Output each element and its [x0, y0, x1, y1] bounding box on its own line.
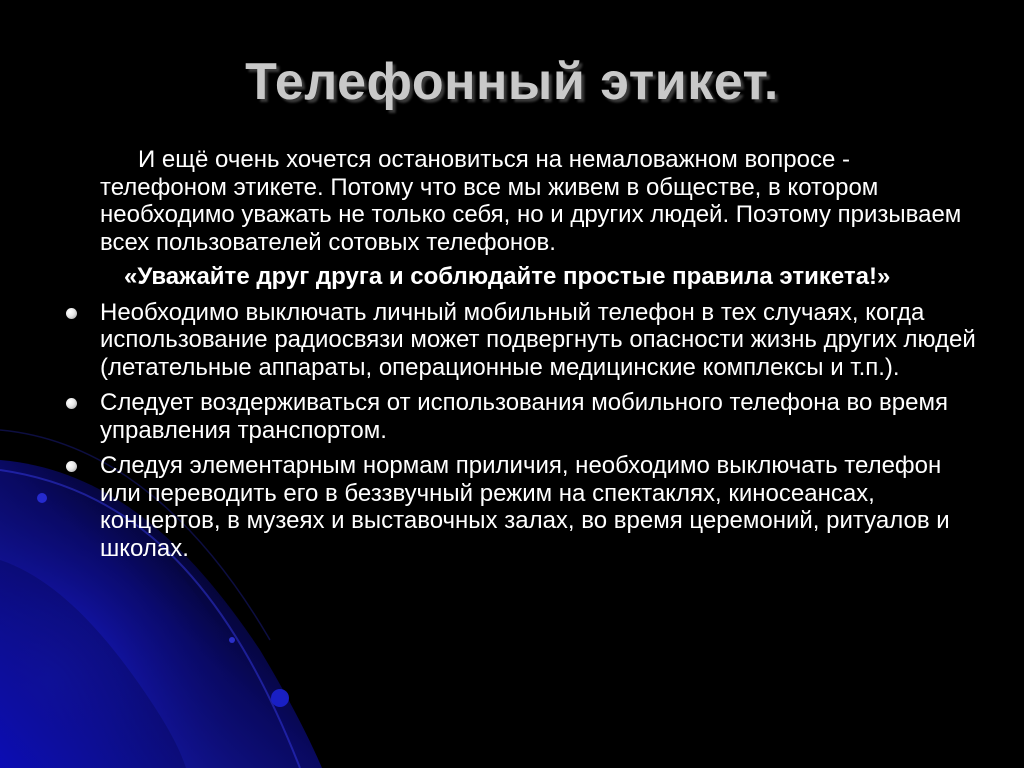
quote-paragraph: «Уважайте друг друга и соблюдайте простые правила этикета!» [124, 263, 891, 290]
intro-paragraph: И ещё очень хочется остановиться на немаловажном вопросе - телефоном этикете. Потому что все мы живем в обществе, в котором необходимо уважать не только себя, но и других людей. Поэтому призываем всех пользователей сотовых телефонов. [100, 146, 962, 256]
bullet-list [100, 299, 980, 563]
slide-title: Телефонный этикет. [245, 53, 779, 111]
bullet-text: Следует воздерживаться от использования мобильного телефона во время управления транспортом. [100, 389, 948, 444]
bullet-item [100, 452, 980, 562]
bullet-item [100, 389, 980, 444]
bullet-text: Необходимо выключать личный мобильный телефон в тех случаях, когда использование радиосвязи может подвергнуть опасности жизнь других людей (летательные аппараты, операционные медицинские комплексы и т.п.). [100, 298, 976, 381]
slide-body [100, 146, 980, 570]
bullet-dot-icon [66, 398, 77, 409]
bullet-dot-icon [66, 308, 77, 319]
bullet-text: Следуя элементарным нормам приличия, необходимо выключать телефон или переводить его в беззвучный режим на спектаклях, киносеансах, концертов, в музеях и выставочных залах, во время церемоний, ритуалов и школах. [100, 452, 950, 562]
bullet-dot-icon [66, 461, 77, 472]
bullet-item [100, 299, 980, 382]
